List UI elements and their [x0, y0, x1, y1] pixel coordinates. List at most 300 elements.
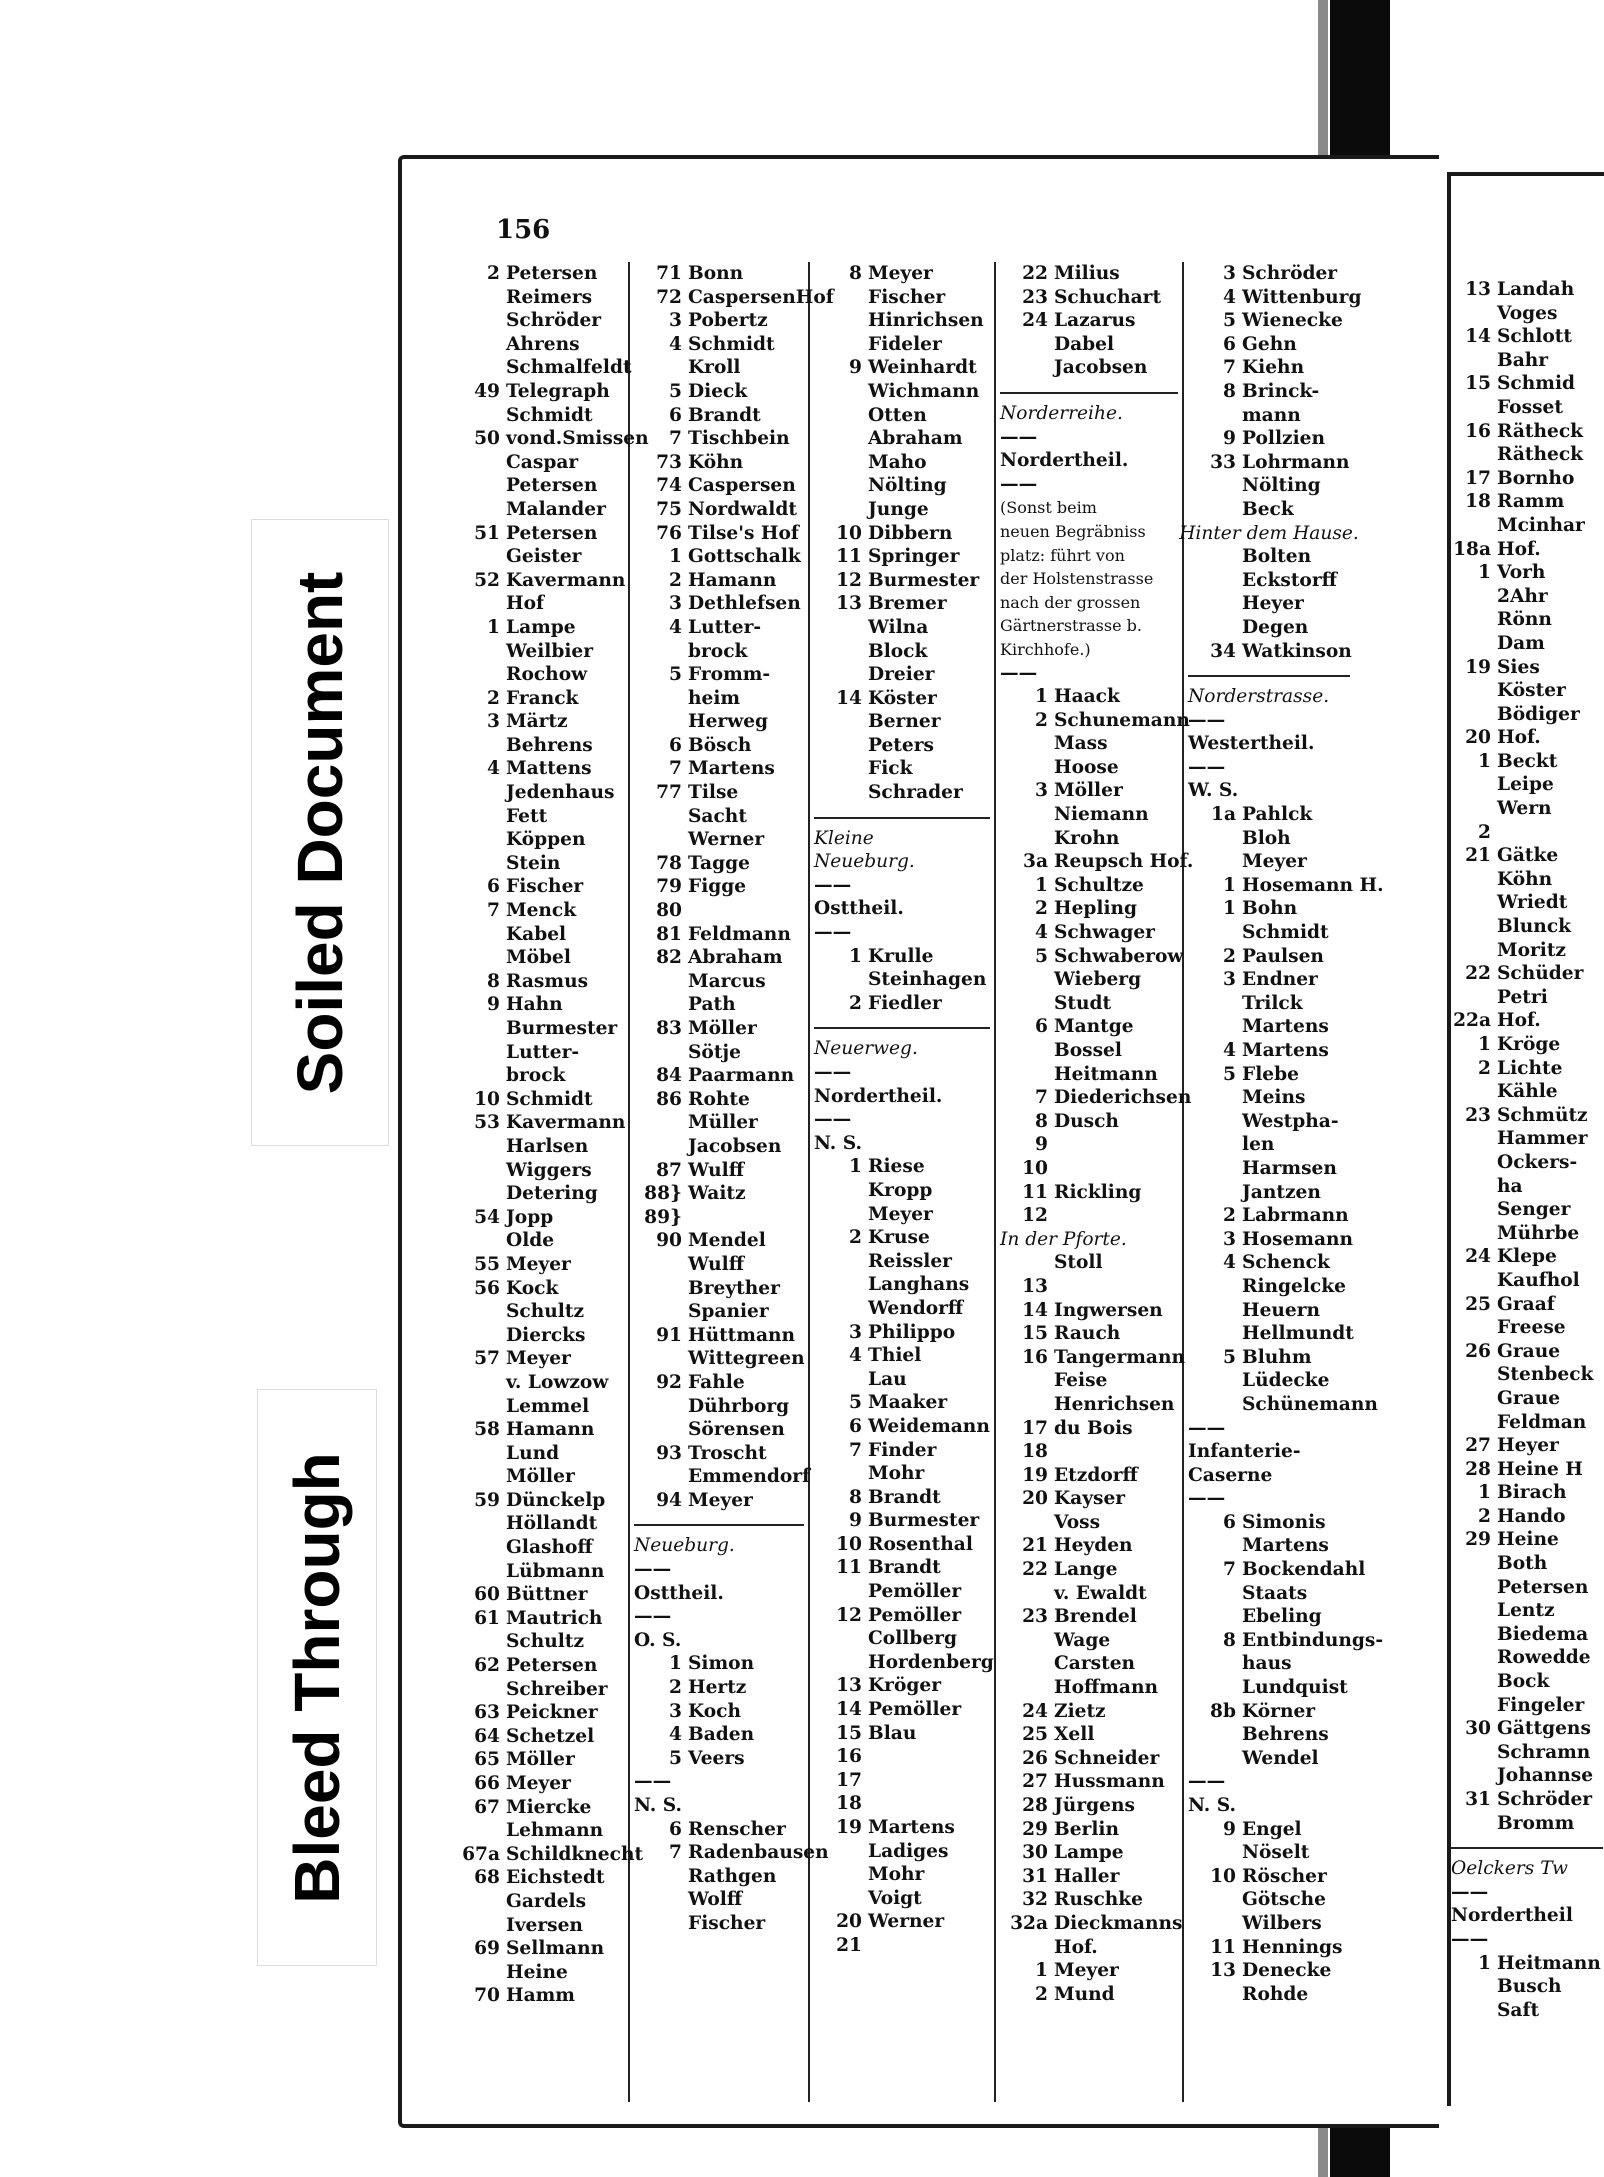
house-number — [452, 1536, 506, 1560]
directory-entry — [1188, 968, 1350, 992]
directory-entry — [1188, 1888, 1350, 1912]
bleed-through-label — [258, 1390, 376, 1965]
house-number — [452, 734, 506, 758]
resident-name: Brandt — [868, 1557, 941, 1579]
house-number: 3 — [669, 1700, 682, 1722]
resident-name: Graaf — [1497, 1293, 1555, 1315]
resident-name: Bornho — [1497, 467, 1575, 489]
directory-entry — [1451, 703, 1603, 727]
resident-name: Voss — [1054, 1511, 1101, 1533]
house-number: 2 — [669, 1677, 682, 1699]
house-number: 93 — [656, 1442, 682, 1464]
directory-entry — [1451, 1198, 1603, 1222]
directory-entry — [814, 498, 990, 522]
house-number: 22a — [1453, 1010, 1491, 1032]
directory-entry — [1000, 1700, 1178, 1724]
house-number: 20 — [1022, 1488, 1048, 1510]
directory-entry — [814, 1391, 990, 1415]
resident-name: Jacobsen — [1054, 357, 1148, 379]
resident-name: brock — [688, 640, 748, 662]
house-number — [452, 1159, 506, 1183]
directory-entry — [814, 687, 990, 711]
resident-name: Sötje — [688, 1041, 741, 1063]
directory-entry — [452, 923, 624, 947]
directory-entry — [1188, 1251, 1350, 1275]
house-number — [634, 1111, 688, 1135]
directory-entry — [1188, 498, 1350, 522]
resident-name: ha — [1497, 1175, 1523, 1197]
house-number — [814, 1273, 868, 1297]
resident-name: Entbindungs- — [1242, 1629, 1384, 1651]
resident-name: Lehmann — [506, 1820, 604, 1842]
directory-entry — [1000, 1582, 1178, 1606]
directory-entry — [634, 1747, 804, 1771]
resident-name: Kröge — [1497, 1034, 1561, 1055]
house-number: 74 — [656, 475, 682, 497]
directory-entry — [1000, 968, 1178, 992]
resident-name: Bromm — [1497, 1812, 1575, 1834]
resident-name: Wilna — [868, 616, 929, 638]
resident-name: Lazarus — [1054, 310, 1136, 332]
resident-name: Jopp — [506, 1206, 554, 1228]
house-number — [1451, 1151, 1497, 1175]
resident-name: Müller — [688, 1112, 758, 1134]
directory-entry — [1000, 1086, 1192, 1110]
directory-entry — [634, 899, 804, 923]
directory-entry — [814, 1344, 990, 1368]
section-heading — [814, 897, 990, 921]
directory-entry — [1188, 427, 1350, 451]
street-heading — [814, 850, 990, 874]
directory-entry — [1451, 1245, 1603, 1269]
house-number — [452, 923, 506, 947]
directory-entry — [452, 828, 624, 852]
section-heading — [1188, 732, 1350, 756]
resident-name: Köster — [868, 687, 937, 709]
resident-name: Rosenthal — [868, 1533, 973, 1555]
resident-name: Meyer — [506, 1348, 571, 1370]
house-number: 5 — [1035, 945, 1048, 967]
resident-name — [868, 1934, 990, 1958]
house-number — [452, 356, 506, 380]
resident-name: Gottschalk — [688, 546, 801, 568]
directory-entry — [452, 687, 624, 711]
resident-name: Tilse's Hof — [688, 522, 799, 544]
resident-name — [688, 899, 804, 923]
resident-name: Fischer — [506, 876, 584, 898]
directory-entry — [452, 1324, 624, 1348]
directory-entry — [814, 1887, 990, 1911]
directory-entry — [634, 1324, 804, 1348]
directory-entry — [634, 710, 804, 734]
resident-name: Landah — [1497, 279, 1575, 300]
house-number: 52 — [474, 569, 500, 591]
house-number — [1188, 616, 1242, 640]
house-number — [814, 1651, 868, 1675]
house-number: 91 — [656, 1324, 682, 1346]
resident-name: Rönn — [1497, 609, 1552, 631]
house-number — [1451, 1694, 1497, 1718]
house-number: 59 — [474, 1489, 500, 1511]
house-number — [1188, 1133, 1242, 1157]
directory-entry — [814, 333, 990, 357]
resident-name: Schneider — [1054, 1747, 1160, 1769]
directory-entry — [814, 710, 990, 734]
directory-entry — [634, 687, 804, 711]
directory-entry — [1000, 262, 1178, 286]
directory-entry — [634, 356, 804, 380]
directory-entry — [1451, 679, 1603, 703]
resident-name: Peickner — [506, 1702, 598, 1724]
resident-name: Hosemann — [1242, 1228, 1354, 1250]
house-number: 3 — [849, 1321, 862, 1343]
directory-entry — [1188, 1039, 1350, 1063]
directory-entry — [1451, 1127, 1603, 1151]
directory-entry — [634, 451, 804, 475]
resident-name: Fahle — [688, 1371, 745, 1393]
resident-name: Degen — [1242, 616, 1309, 638]
house-number — [814, 1297, 868, 1321]
directory-entry — [1451, 1009, 1603, 1033]
resident-name: Bockendahl — [1242, 1559, 1366, 1581]
directory-entry — [1451, 1151, 1603, 1175]
house-number — [1000, 1063, 1054, 1087]
house-number: 5 — [1223, 310, 1236, 332]
directory-entry — [634, 1159, 804, 1183]
directory-entry — [1451, 514, 1603, 538]
resident-name: Schmidt — [506, 1088, 593, 1110]
directory-entry — [814, 1415, 990, 1439]
directory-entry — [452, 333, 624, 357]
directory-entry — [1000, 1534, 1178, 1558]
house-number — [1451, 1269, 1497, 1293]
resident-name: Meyer — [506, 1253, 571, 1275]
resident-name: Behrens — [1242, 1724, 1329, 1746]
directory-entry — [634, 1253, 804, 1277]
house-number: 4 — [669, 616, 682, 638]
resident-name: Klepe — [1497, 1246, 1557, 1268]
resident-name: Meyer — [688, 1489, 753, 1511]
house-number — [1451, 1411, 1497, 1435]
directory-entry — [1188, 1605, 1350, 1629]
dash-divider — [1000, 426, 1178, 450]
resident-name: Burmester — [868, 569, 980, 591]
house-number: 33 — [1210, 451, 1236, 473]
house-number — [1451, 1576, 1497, 1600]
house-number — [1188, 1275, 1242, 1299]
resident-name: Nölting — [868, 475, 947, 497]
directory-entry — [814, 1297, 990, 1321]
house-number — [452, 1819, 506, 1843]
resident-name: Kropp — [868, 1179, 933, 1201]
resident-name: Flebe — [1242, 1063, 1299, 1085]
house-number: 78 — [656, 852, 682, 874]
house-number — [1451, 1387, 1497, 1411]
resident-name: Freese — [1497, 1317, 1566, 1339]
directory-entry — [634, 852, 804, 876]
resident-name: Heitmann — [1497, 1952, 1601, 1974]
resident-name: Philippo — [868, 1321, 956, 1343]
house-number: 1 — [1035, 874, 1048, 896]
street-heading — [1188, 685, 1350, 709]
resident-name: Kirchhofe.) — [1000, 639, 1091, 659]
resident-name: Fischer — [868, 286, 946, 308]
house-number: 1 — [669, 1653, 682, 1675]
house-number: 4 — [669, 333, 682, 355]
directory-entry — [1000, 1063, 1178, 1087]
column-5 — [1179, 262, 1384, 2102]
directory-entry — [634, 1017, 804, 1041]
resident-name: Rasmus — [506, 970, 589, 992]
resident-name — [1054, 1275, 1178, 1299]
resident-name: Burmester — [868, 1510, 980, 1532]
section-heading — [634, 1582, 804, 1606]
house-number — [1188, 1086, 1242, 1110]
house-number — [1188, 1747, 1242, 1771]
directory-entry — [634, 309, 804, 333]
resident-name: Koch — [688, 1700, 741, 1722]
directory-entry — [452, 1583, 624, 1607]
directory-entry — [452, 1017, 624, 1041]
house-number — [452, 1630, 506, 1654]
resident-name: Kaufhol — [1497, 1269, 1580, 1291]
resident-name: Hepling — [1054, 898, 1138, 920]
house-number: 17 — [1022, 1417, 1048, 1439]
resident-name: Dabel — [1054, 333, 1115, 355]
house-number: 24 — [1465, 1246, 1491, 1268]
house-number — [1188, 850, 1242, 874]
resident-name: Gehn — [1242, 333, 1297, 355]
resident-name: Fingeler — [1497, 1694, 1585, 1716]
directory-entry — [1000, 309, 1178, 333]
directory-entry — [1188, 1959, 1350, 1983]
house-number: 17 — [1465, 467, 1491, 489]
house-number — [634, 1277, 688, 1301]
house-number: 64 — [474, 1725, 500, 1747]
resident-name: Werner — [688, 829, 765, 851]
resident-name: Franck — [506, 687, 579, 709]
house-number: 9 — [1223, 1818, 1236, 1840]
resident-name: Schlott — [1497, 326, 1572, 348]
directory-entry — [814, 592, 990, 616]
house-number: 30 — [1465, 1718, 1491, 1740]
directory-entry — [1000, 1369, 1178, 1393]
directory-entry — [1188, 874, 1384, 898]
house-number: 15 — [836, 1722, 862, 1744]
resident-name: Harmsen — [1242, 1157, 1337, 1179]
house-number: 7 — [669, 428, 682, 450]
house-number — [1451, 349, 1497, 373]
house-number: 25 — [1022, 1724, 1048, 1746]
directory-entry — [1188, 921, 1350, 945]
resident-name: Schwager — [1054, 922, 1155, 944]
resident-name: Hinter dem Hause. — [1179, 522, 1359, 544]
resident-name: Abraham — [688, 947, 783, 969]
section-heading — [1451, 1904, 1603, 1928]
directory-entry — [1000, 1133, 1178, 1157]
directory-entry — [1188, 1204, 1350, 1228]
directory-entry — [1188, 1912, 1350, 1936]
house-number — [1188, 1534, 1242, 1558]
directory-entry — [1000, 850, 1194, 874]
directory-entry — [1000, 827, 1178, 851]
resident-name: Rathgen — [688, 1865, 777, 1887]
directory-entry — [1000, 1511, 1178, 1535]
directory-entry — [452, 1654, 624, 1678]
directory-entry — [634, 1489, 804, 1513]
directory-entry — [1451, 420, 1603, 444]
resident-name: Weidemann — [868, 1415, 990, 1437]
resident-name: Mohr — [868, 1864, 925, 1886]
directory-entry — [1451, 1741, 1603, 1765]
resident-name: Hinrichsen — [868, 310, 984, 332]
resident-name: Junge — [868, 498, 929, 520]
resident-name: Rätheck — [1497, 444, 1584, 466]
resident-name: Telegraph — [506, 380, 610, 402]
street-heading — [1179, 522, 1359, 546]
house-number — [1000, 1582, 1054, 1606]
directory-entry — [634, 545, 804, 569]
house-number — [634, 805, 688, 829]
directory-entry — [1188, 451, 1350, 475]
resident-name: Wieberg — [1054, 969, 1142, 991]
house-number — [1188, 1369, 1242, 1393]
directory-entry — [1188, 640, 1350, 664]
bleed-through-text: Bleed Through — [281, 1451, 353, 1904]
directory-entry — [634, 1442, 804, 1466]
resident-name: Rohte — [688, 1088, 750, 1110]
resident-name: Gärtnerstrasse b. — [1000, 616, 1142, 636]
directory-entry — [1188, 1511, 1350, 1535]
house-number: 7 — [1223, 1559, 1236, 1581]
directory-entry — [452, 309, 624, 333]
directory-page — [398, 155, 1439, 2128]
section-rule — [814, 1015, 990, 1029]
resident-name: Pahlck — [1242, 804, 1313, 826]
resident-name: Voigt — [868, 1887, 922, 1909]
resident-name: Marcus — [688, 970, 766, 992]
directory-entry — [452, 404, 624, 428]
house-number — [1000, 992, 1054, 1016]
house-number — [814, 333, 868, 357]
house-number — [814, 309, 868, 333]
directory-entry — [452, 1890, 624, 1914]
resident-name: —— — [1000, 426, 1038, 448]
house-number: 11 — [836, 1557, 862, 1579]
house-number: 9 — [487, 994, 500, 1016]
resident-name: Schultz — [506, 1301, 584, 1323]
resident-name: Lutter- — [688, 616, 762, 638]
directory-entry — [814, 1203, 990, 1227]
directory-entry — [1188, 1157, 1350, 1181]
house-number: 4 — [1223, 1040, 1236, 1061]
house-number: 7 — [669, 758, 682, 780]
resident-name: Hüttmann — [688, 1324, 796, 1346]
directory-entry — [452, 899, 624, 923]
resident-name: Paulsen — [1242, 945, 1324, 967]
directory-entry — [452, 1866, 624, 1890]
resident-name: Lübmann — [506, 1560, 605, 1582]
resident-name: Möller — [688, 1018, 757, 1039]
resident-name: Nöselt — [1242, 1842, 1310, 1864]
next-page-column — [1451, 278, 1603, 2022]
resident-name: Tagge — [688, 852, 750, 874]
house-number: 12 — [1022, 1205, 1048, 1227]
resident-name: Pemöller — [868, 1581, 962, 1603]
dash-divider — [814, 874, 990, 898]
resident-name: —— — [814, 922, 852, 944]
directory-entry — [1188, 592, 1350, 616]
house-number: 13 — [836, 1675, 862, 1697]
directory-entry — [634, 1347, 804, 1371]
house-number: 14 — [836, 1699, 862, 1721]
resident-name: Wulff — [688, 1159, 744, 1181]
resident-name: Schrader — [868, 782, 963, 804]
directory-entry — [1451, 1694, 1603, 1718]
house-number: 3 — [487, 711, 500, 733]
dash-divider — [1188, 1487, 1350, 1511]
house-number — [1000, 356, 1054, 380]
directory-entry — [1188, 404, 1350, 428]
resident-name: Meyer — [1054, 1960, 1119, 1982]
directory-entry — [634, 1652, 804, 1676]
directory-entry — [634, 404, 804, 428]
directory-entry — [1451, 1434, 1603, 1458]
directory-entry — [1000, 1723, 1178, 1747]
house-number: 65 — [474, 1749, 500, 1771]
resident-name: O. S. — [634, 1629, 682, 1651]
directory-entry — [452, 286, 624, 310]
directory-entry — [814, 1674, 990, 1698]
house-number — [814, 616, 868, 640]
resident-name: Spanier — [688, 1301, 769, 1323]
directory-entry — [634, 616, 804, 640]
resident-name: Fick — [868, 758, 913, 780]
directory-entry — [1188, 569, 1350, 593]
directory-entry — [814, 451, 990, 475]
house-number: 77 — [656, 782, 682, 804]
house-number: 1a — [1211, 804, 1236, 826]
directory-entry — [452, 1725, 624, 1749]
resident-name: Bock — [1497, 1671, 1550, 1693]
directory-entry — [1451, 962, 1603, 986]
directory-entry — [1451, 1269, 1603, 1293]
directory-entry — [1451, 1812, 1603, 1836]
directory-entry — [814, 1462, 990, 1486]
house-number — [1188, 1723, 1242, 1747]
directory-entry — [814, 1745, 990, 1769]
resident-name: Behrens — [506, 734, 593, 756]
house-number: 10 — [1210, 1865, 1236, 1887]
directory-entry — [452, 1442, 624, 1466]
directory-entry — [452, 970, 624, 994]
directory-entry — [1451, 1552, 1603, 1576]
directory-entry — [634, 1088, 804, 1112]
directory-entry — [452, 1843, 644, 1867]
directory-entry — [1451, 349, 1603, 373]
dash-divider — [1188, 1417, 1350, 1441]
resident-name: Lange — [1054, 1559, 1118, 1581]
house-number: 66 — [474, 1773, 500, 1794]
resident-name: Thiel — [868, 1345, 922, 1367]
house-number — [1000, 1251, 1054, 1275]
directory-entry — [1451, 1952, 1603, 1976]
house-number — [814, 1863, 868, 1887]
resident-name: Meyer — [506, 1773, 571, 1794]
resident-name: Maho — [868, 451, 927, 473]
section-rule — [1000, 380, 1178, 394]
resident-name: Heitmann — [1054, 1063, 1158, 1085]
